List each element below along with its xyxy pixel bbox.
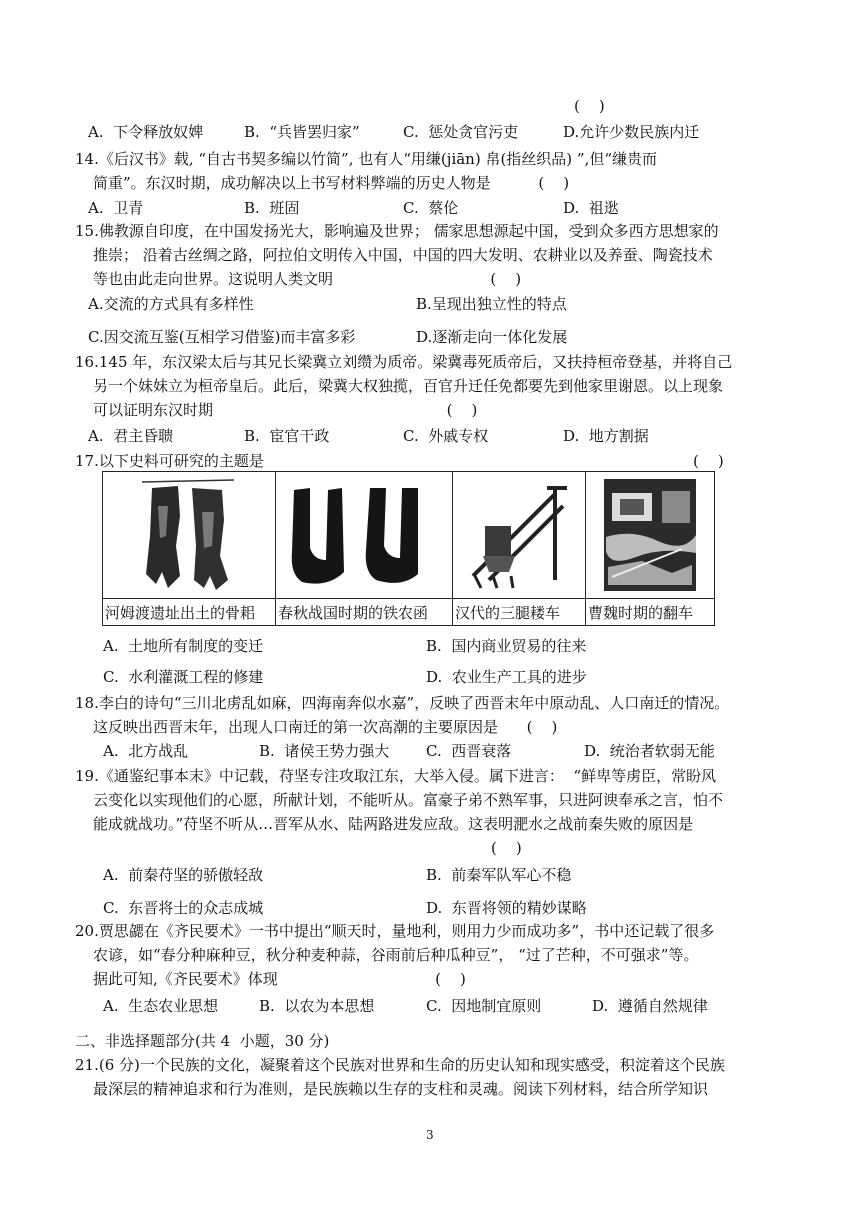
q17-option-c: C. 水利灌溉工程的修建 — [103, 668, 264, 686]
bone-spade-image — [103, 472, 276, 599]
q19-option-a: A. 前秦苻坚的骄傲轻敌 — [103, 866, 264, 884]
q16-option-a: A. 君主昏聩 — [88, 427, 174, 445]
q14-option-a: A. 卫青 — [88, 199, 144, 217]
q20-option-b: B. 以农为本思想 — [259, 997, 375, 1015]
q16-stem-line1: 16.145 年，东汉梁太后与其兄长梁冀立刘缵为质帝。梁冀毒死质帝后，又扶持桓帝登基，并将自己 — [75, 353, 733, 371]
iron-tool-image — [276, 472, 453, 599]
q18-option-d: D. 统治者软弱无能 — [584, 742, 715, 760]
q18-stem-line1: 18.李白的诗句“三川北虏乱如麻，四海南奔似水嘉”，反映了西晋末年中原动乱、人口南迁的情况。 — [75, 694, 730, 712]
water-lift-painting-icon — [602, 477, 698, 593]
q15-stem-line2: 推崇； 沿着古丝绸之路，阿拉伯文明传入中国，中国的四大发明、农耕业以及养蚕、陶瓷技术 — [93, 246, 713, 264]
q18-option-b: B. 诸侯王势力强大 — [259, 742, 390, 760]
q19-option-d: D. 东晋将领的精妙谋略 — [426, 899, 587, 917]
q18-stem-line2: 这反映出西晋末年，出现人口南迁的第一次高潮的主要原因是 ( ) — [93, 718, 558, 736]
q17-stem: 17.以下史料可研究的主题是 — [75, 452, 264, 470]
caption-iron-tool: 春秋战国时期的铁农函 — [276, 599, 453, 626]
q13-option-a: A. 下令释放奴婢 — [88, 123, 204, 141]
q13-option-c: C. 惩处贪官污吏 — [403, 123, 519, 141]
page-number: 3 — [426, 1128, 434, 1142]
q21-stem-line2: 最深层的精神追求和行为准则，是民族赖以生存的支柱和灵魂。阅读下列材料，结合所学知识 — [93, 1080, 709, 1098]
q16-stem-line3: 可以证明东汉时期 ( ) — [93, 401, 478, 419]
q19-stem-line3: 能成就战功。”苻坚不听从…晋军从水、陆两路进发应敌。这表明淝水之战前秦失败的原因是 — [93, 815, 694, 833]
seed-drill-image — [453, 472, 586, 599]
caption-seed-drill: 汉代的三腿耧车 — [453, 599, 586, 626]
q20-option-c: C. 因地制宜原则 — [426, 997, 542, 1015]
q14-option-d: D. 祖逖 — [563, 199, 619, 217]
q19-answer-bracket: ( ) — [491, 839, 522, 857]
q17-option-b: B. 国内商业贸易的往来 — [426, 637, 587, 655]
q20-stem-line3: 据此可知,《齐民要术》体现 ( ) — [93, 970, 466, 988]
seed-drill-icon — [463, 476, 575, 594]
q15-stem-line3: 等也由此走向世界。这说明人类文明 ( ) — [93, 270, 522, 288]
q18-option-a: A. 北方战乱 — [103, 742, 189, 760]
q20-option-a: A. 生态农业思想 — [103, 997, 219, 1015]
iron-plough-icon — [284, 476, 444, 594]
q15-option-b: B.呈现出独立性的特点 — [416, 295, 567, 313]
q15-option-d: D.逐渐走向一体化发展 — [416, 328, 568, 346]
q13-answer-bracket: ( ) — [574, 97, 605, 115]
q16-option-d: D. 地方割据 — [563, 427, 649, 445]
q17-option-a: A. 土地所有制度的变迁 — [103, 637, 264, 655]
q14-option-c: C. 蔡伦 — [403, 199, 459, 217]
bone-spade-icon — [134, 476, 244, 594]
q17-option-d: D. 农业生产工具的进步 — [426, 668, 587, 686]
q16-option-b: B. 宦官干政 — [244, 427, 330, 445]
q15-stem-line1: 15.佛教源自印度，在中国发扬光大，影响遍及世界； 儒家思想源起中国，受到众多西方思想家的 — [75, 222, 719, 240]
q18-option-c: C. 西晋衰落 — [426, 742, 512, 760]
water-lift-image — [586, 472, 715, 599]
q17-figure-table — [102, 471, 715, 626]
q20-stem-line1: 20.贾思勰在《齐民要术》一书中提出“顺天时，量地利，则用力少而成功多”，书中还记载了很多 — [75, 922, 715, 940]
q19-option-c: C. 东晋将士的众志成城 — [103, 899, 264, 917]
q14-stem-line1: 14.《后汉书》载, “自古书契多编以竹简”, 也有人“用缣(jiān) 帛(指丝织品) ”,但“缣贵而 — [75, 150, 658, 168]
q13-option-d: D.允许少数民族内迁 — [563, 123, 700, 141]
q14-option-b: B. 班固 — [244, 199, 300, 217]
q14-stem-line2: 简重”。东汉时期，成功解决以上书写材料弊端的历史人物是 ( ) — [93, 174, 570, 192]
q16-stem-line2: 另一个妹妹立为桓帝皇后。此后，梁冀大权独揽，百官升迁任免都要先到他家里谢恩。以上现象 — [93, 377, 724, 395]
q15-option-c: C.因交流互鉴(互相学习借鉴)而丰富多彩 — [88, 328, 356, 346]
q20-stem-line2: 农谚，如“春分种麻种豆，秋分种麦种蒜，谷雨前后种瓜种豆”， “过了芒种，不可强求”等。 — [93, 946, 699, 964]
q19-stem-line1: 19.《通鉴纪事本末》中记载，苻坚专注攻取江东，大举入侵。属下进言： “鲜卑等虏臣，常盼风 — [75, 767, 717, 785]
q17-answer-bracket: ( ) — [693, 452, 724, 470]
q21-stem-line1: 21.(6 分)一个民族的文化，凝聚着这个民族对世界和生命的历史认知和现实感受，积淀着这个民族 — [75, 1056, 725, 1074]
q20-option-d: D. 遵循自然规律 — [592, 997, 708, 1015]
q19-option-b: B. 前秦军队军心不稳 — [426, 866, 572, 884]
q13-option-b: B. “兵皆罢归家” — [244, 123, 360, 141]
section-heading: 二、非选择题部分(共 4 小题，30 分) — [75, 1032, 330, 1050]
q16-option-c: C. 外戚专权 — [403, 427, 489, 445]
caption-water-lift: 曹魏时期的翻车 — [586, 599, 715, 626]
q15-option-a: A.交流的方式具有多样性 — [88, 295, 254, 313]
q19-stem-line2: 云变化以实现他们的心愿，所献计划，不能听从。富豪子弟不熟军事，只进阿谀奉承之言，怕不 — [93, 791, 724, 809]
caption-bone-spade: 河姆渡遗址出土的骨耜 — [103, 599, 276, 626]
